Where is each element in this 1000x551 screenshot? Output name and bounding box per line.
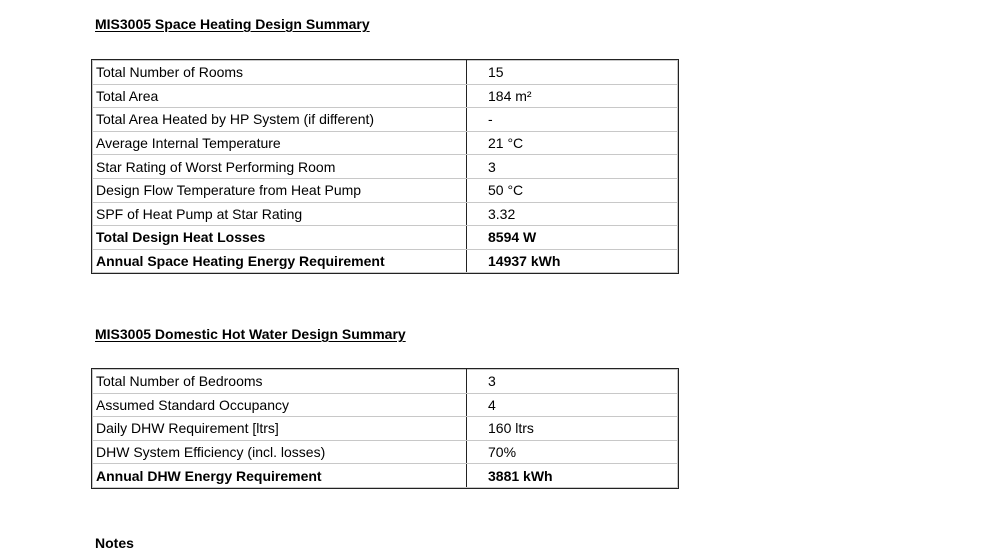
table-row (93, 84, 678, 108)
row-value: 4 (467, 393, 678, 417)
table-row (93, 393, 678, 417)
row-label: Annual Space Heating Energy Requirement (93, 249, 467, 273)
row-label: Total Number of Rooms (93, 61, 467, 85)
row-label: Daily DHW Requirement [ltrs] (93, 417, 467, 441)
table-row (93, 202, 678, 226)
row-label: Total Area Heated by HP System (if different) (93, 108, 467, 132)
row-label: Total Number of Bedrooms (93, 370, 467, 394)
table-row (93, 178, 678, 202)
row-value: 3881 kWh (467, 464, 678, 488)
row-value: 8594 W (467, 226, 678, 250)
row-label: Total Design Heat Losses (93, 226, 467, 250)
row-label: Annual DHW Energy Requirement (93, 464, 467, 488)
dhw-summary-title: MIS3005 Domestic Hot Water Design Summary (95, 326, 406, 342)
row-value: 3.32 (467, 202, 678, 226)
table-row (93, 417, 678, 441)
row-label: Average Internal Temperature (93, 131, 467, 155)
table-row (93, 61, 678, 85)
table-row (93, 131, 678, 155)
annual-heating-energy-row (93, 249, 678, 273)
total-heat-losses-row (93, 226, 678, 250)
table-row (93, 440, 678, 464)
table-row (93, 108, 678, 132)
row-value: 3 (467, 370, 678, 394)
space-heating-summary-table (92, 60, 678, 273)
row-label: Total Area (93, 84, 467, 108)
row-value: 21 °C (467, 131, 678, 155)
dhw-summary-table (92, 369, 678, 488)
row-value: 160 ltrs (467, 417, 678, 441)
annual-dhw-energy-row (93, 464, 678, 488)
space-heating-summary-title: MIS3005 Space Heating Design Summary (95, 16, 370, 32)
table-row (93, 155, 678, 179)
row-value: 14937 kWh (467, 249, 678, 273)
row-value: 3 (467, 155, 678, 179)
row-label: Assumed Standard Occupancy (93, 393, 467, 417)
notes-heading: Notes (95, 535, 134, 551)
row-value: 15 (467, 61, 678, 85)
row-value: 184 m² (467, 84, 678, 108)
row-label: SPF of Heat Pump at Star Rating (93, 202, 467, 226)
row-label: Star Rating of Worst Performing Room (93, 155, 467, 179)
table-row (93, 370, 678, 394)
row-value: 50 °C (467, 178, 678, 202)
row-label: Design Flow Temperature from Heat Pump (93, 178, 467, 202)
row-value: 70% (467, 440, 678, 464)
row-label: DHW System Efficiency (incl. losses) (93, 440, 467, 464)
row-value: - (467, 108, 678, 132)
